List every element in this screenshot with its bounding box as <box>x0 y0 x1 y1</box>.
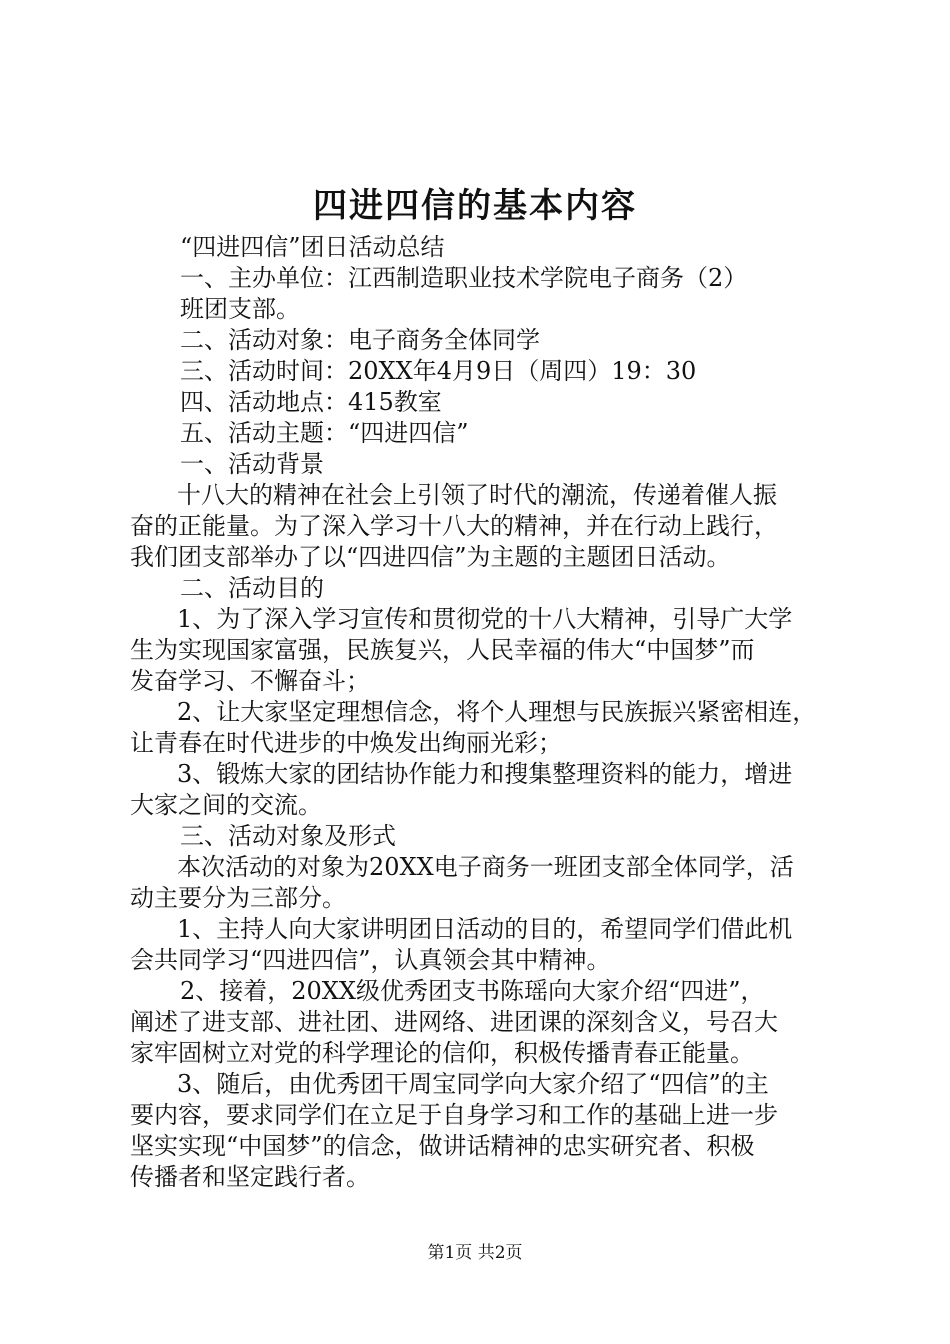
paragraph-line: 1、主持人向大家讲明团日活动的目的，希望同学们借此机 <box>177 915 793 943</box>
paragraph-line: 3、锻炼大家的团结协作能力和搜集整理资料的能力，增进 <box>177 760 793 788</box>
paragraph-line: 要内容，要求同学们在立足于自身学习和工作的基础上进一步 <box>130 1101 778 1129</box>
paragraph-line: 1、为了深入学习宣传和贯彻党的十八大精神，引导广大学 <box>177 605 793 633</box>
paragraph-line: 三、活动时间：20XX年4月9日（周四）19：30 <box>180 357 697 385</box>
paragraph-line: 奋的正能量。为了深入学习十八大的精神，并在行动上践行， <box>130 512 778 540</box>
subtitle-line: “四进四信”团日活动总结 <box>180 233 445 261</box>
paragraph-line: 四、活动地点：415教室 <box>180 388 442 416</box>
paragraph-line: 大家之间的交流。 <box>130 791 322 819</box>
paragraph-line: 本次活动的对象为20XX电子商务一班团支部全体同学，活 <box>177 853 794 881</box>
paragraph-line: 生为实现国家富强，民族复兴，人民幸福的伟大“中国梦”而 <box>130 636 755 664</box>
document-title: 四进四信的基本内容 <box>313 186 637 226</box>
paragraph-line: 班团支部。 <box>180 295 300 323</box>
paragraph-line: 会共同学习“四进四信”，认真领会其中精神。 <box>130 946 611 974</box>
paragraph-line: 二、活动对象：电子商务全体同学 <box>180 326 540 354</box>
section-heading: 二、活动目的 <box>180 574 324 602</box>
paragraph-line: 让青春在时代进步的中焕发出绚丽光彩； <box>130 729 562 757</box>
section-heading: 三、活动对象及形式 <box>180 822 396 850</box>
paragraph-line: 我们团支部举办了以“四进四信”为主题的主题团日活动。 <box>130 543 731 571</box>
paragraph-line: 十八大的精神在社会上引领了时代的潮流，传递着催人振 <box>177 481 777 509</box>
paragraph-line: 3、随后，由优秀团干周宝同学向大家介绍了“四信”的主 <box>177 1070 769 1098</box>
paragraph-line: 2、接着，20XX级优秀团支书陈瑶向大家介绍“四进”， <box>180 977 765 1005</box>
paragraph-line: 传播者和坚定践行者。 <box>130 1163 370 1191</box>
paragraph-line: 坚实实现“中国梦”的信念，做讲话精神的忠实研究者、积极 <box>130 1132 755 1160</box>
paragraph-line: 2、让大家坚定理想信念，将个人理想与民族振兴紧密相连， <box>177 698 817 726</box>
document-body <box>130 232 842 1193</box>
paragraph-line: 发奋学习、不懈奋斗； <box>130 667 370 695</box>
paragraph-line: 家牢固树立对党的科学理论的信仰，积极传播青春正能量。 <box>130 1039 754 1067</box>
paragraph-line: 一、主办单位：江西制造职业技术学院电子商务（2） <box>180 264 748 292</box>
paragraph-line: 阐述了进支部、进社团、进网络、进团课的深刻含义，号召大 <box>130 1008 778 1036</box>
page-footer: 第1页 共2页 <box>427 1243 523 1263</box>
section-heading: 一、活动背景 <box>180 450 324 478</box>
paragraph-line: 动主要分为三部分。 <box>130 884 346 912</box>
paragraph-line: 五、活动主题：“四进四信” <box>180 419 469 447</box>
